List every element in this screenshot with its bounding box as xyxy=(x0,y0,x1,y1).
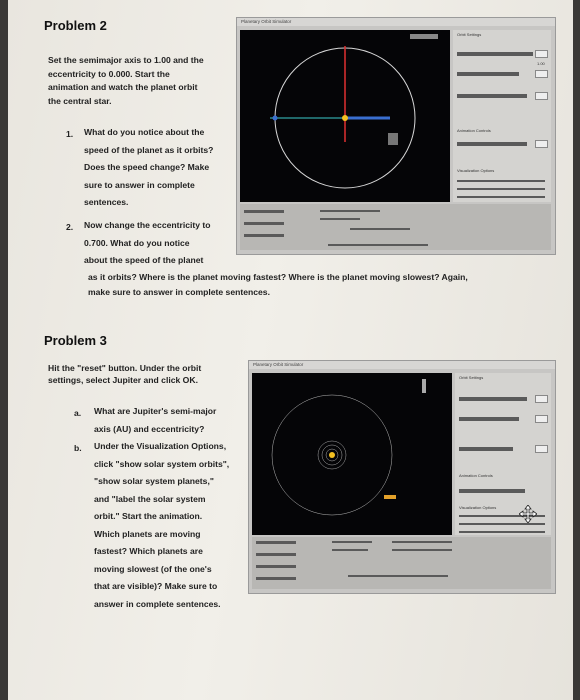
animation-rate-field[interactable] xyxy=(535,140,548,148)
speed-field[interactable] xyxy=(535,92,548,100)
control-row-1[interactable] xyxy=(256,541,296,544)
central-sun xyxy=(329,452,335,458)
option-row-3[interactable] xyxy=(459,531,545,533)
visualization-options-label: Visualization Options xyxy=(457,168,495,173)
option-row-2[interactable] xyxy=(459,523,545,525)
checkbox-row-2[interactable] xyxy=(320,218,360,220)
eccentricity-slider[interactable] xyxy=(459,417,519,421)
option-row-2[interactable] xyxy=(457,188,545,190)
orbit-diagram xyxy=(240,30,450,202)
checkbox-row-3[interactable] xyxy=(392,541,452,543)
question-a-text: What are Jupiter's semi-major axis (AU) and eccentricity? xyxy=(94,406,217,434)
animation-controls-label: Animation Controls xyxy=(457,128,491,133)
checkbox-row-1[interactable] xyxy=(332,541,372,543)
control-row-3[interactable] xyxy=(256,565,296,568)
simulator-view xyxy=(240,30,450,202)
bottom-controls xyxy=(240,204,551,250)
view-control xyxy=(410,34,438,39)
eccentricity-slider[interactable] xyxy=(457,72,519,76)
value-a: 1.00 xyxy=(537,61,545,66)
animation-rate-slider[interactable] xyxy=(457,142,527,146)
question-a-number: a. xyxy=(74,408,82,418)
semimajor-axis-slider[interactable] xyxy=(457,52,533,56)
central-star xyxy=(342,115,348,121)
problem-2-intro: Set the semimajor axis to 1.00 and the eccentricity to 0.000. Start the animation and watch the planet orbit the central star. xyxy=(48,55,204,106)
bottom-controls xyxy=(252,537,551,589)
simulator-view xyxy=(252,373,452,535)
question-b-text: Under the Visualization Options, click "show solar system orbits", "show solar system planets," and "label the solar system orbit." Start the animation. Which planets are moving fastest? Which planets are moving slowest (of the one's that are visible)? Make sure to answer in complete sentences. xyxy=(94,441,230,609)
question-b-number: b. xyxy=(74,443,82,453)
planet-dot xyxy=(273,116,278,121)
orbit-settings-panel xyxy=(453,30,551,202)
view-control xyxy=(422,379,426,393)
control-row-3[interactable] xyxy=(244,234,284,237)
checkbox-row-4[interactable] xyxy=(392,549,452,551)
orbit-settings-panel xyxy=(455,373,551,535)
checkbox-row-2[interactable] xyxy=(332,549,368,551)
semimajor-axis-slider[interactable] xyxy=(459,397,527,401)
question-2-text-continued: as it orbits? Where is the planet moving fastest? Where is the planet moving slowest? Again, make sure to answer in complete sentences. xyxy=(88,272,468,297)
question-2-text: Now change the eccentricity to 0.700. What do you notice about the speed of the planet xyxy=(84,220,211,265)
checkbox-row-3[interactable] xyxy=(350,228,410,230)
question-1-text: What do you notice about the speed of the planet as it orbits? Does the speed change? Make sure to answer in complete sentences. xyxy=(84,127,214,207)
control-row-2[interactable] xyxy=(244,222,284,225)
move-cursor-icon xyxy=(519,505,537,523)
option-row-3[interactable] xyxy=(457,196,545,198)
control-row-1[interactable] xyxy=(244,210,284,213)
simulator-title-bar: Planetary Orbit Simulator xyxy=(237,18,555,26)
orbit-settings-label: Orbit Settings xyxy=(459,375,484,380)
option-row-1[interactable] xyxy=(457,180,545,182)
problem-3-intro: Hit the "reset" button. Under the orbit settings, select Jupiter and click OK. xyxy=(48,363,202,385)
eccentricity-field[interactable] xyxy=(535,415,548,423)
time-controls[interactable] xyxy=(328,244,428,246)
jupiter-marker xyxy=(384,495,396,499)
orbit-simulator-screenshot-2 xyxy=(248,360,556,594)
visualization-options-label: Visualization Options xyxy=(459,505,497,510)
speed-field[interactable] xyxy=(535,445,548,453)
cursor-marker xyxy=(388,133,398,145)
orbit-settings-label: Orbit Settings xyxy=(457,32,482,37)
animation-rate-slider[interactable] xyxy=(459,489,525,493)
eccentricity-field[interactable] xyxy=(535,70,548,78)
speed-slider[interactable] xyxy=(457,94,527,98)
time-controls[interactable] xyxy=(348,575,448,577)
animation-controls-label: Animation Controls xyxy=(459,473,493,478)
question-2-number: 2. xyxy=(66,222,74,232)
speed-slider[interactable] xyxy=(459,447,513,451)
semimajor-axis-field[interactable] xyxy=(535,395,548,403)
simulator-title-bar: Planetary Orbit Simulator xyxy=(249,361,555,369)
orbit-simulator-screenshot-1 xyxy=(236,17,556,255)
solar-system-diagram xyxy=(252,373,452,535)
question-1-number: 1. xyxy=(66,129,74,139)
worksheet-page xyxy=(8,0,573,700)
control-row-2[interactable] xyxy=(256,553,296,556)
checkbox-row-1[interactable] xyxy=(320,210,380,212)
problem-3-heading: Problem 3 xyxy=(44,333,107,348)
semimajor-axis-field[interactable] xyxy=(535,50,548,58)
control-row-4[interactable] xyxy=(256,577,296,580)
problem-2-heading: Problem 2 xyxy=(44,18,107,33)
